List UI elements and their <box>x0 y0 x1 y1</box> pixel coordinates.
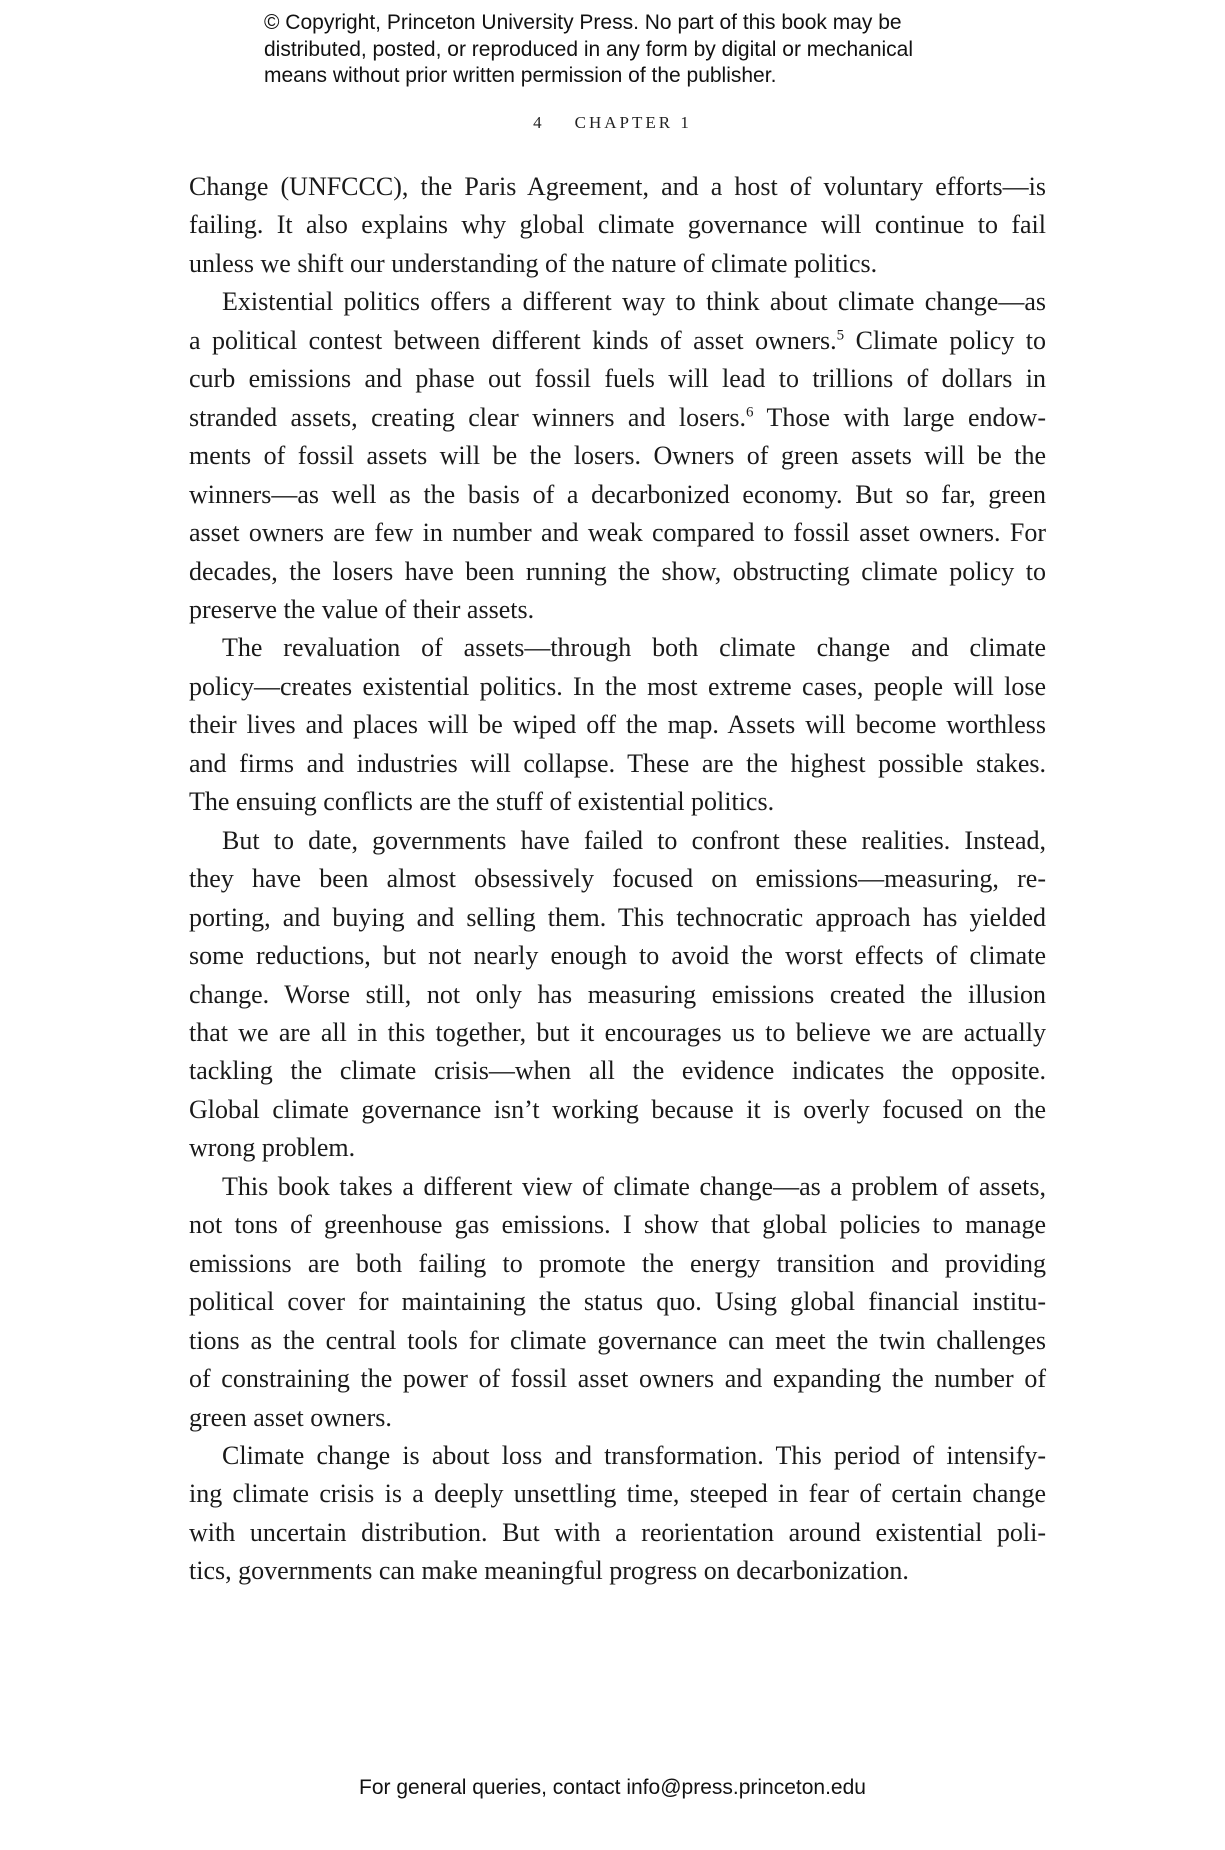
text-line: decades, the losers have been running the show, obstructing climate policy to <box>189 556 1046 586</box>
text-line: The ensuing conflicts are the stuff of existential politics. <box>189 787 775 817</box>
paragraph <box>189 629 1046 821</box>
text-line: green asset owners. <box>189 1402 392 1432</box>
text-line: failing. It also explains why global climate governance will continue to fail <box>189 210 1046 240</box>
paragraph <box>189 1168 1046 1437</box>
text-line: Existential politics offers a different way to think about climate change—as <box>222 287 1046 317</box>
copyright-notice <box>264 10 984 90</box>
text-line: preserve the value of their assets. <box>189 594 535 624</box>
text-line <box>189 322 1046 360</box>
page-number: 4 <box>533 113 545 132</box>
text-line: porting, and buying and selling them. This technocratic approach has yielded <box>189 902 1046 932</box>
text-line: ing climate crisis is a deeply unsettling time, steeped in fear of certain change <box>189 1479 1046 1509</box>
text-line: tions as the central tools for climate governance can meet the twin challenges <box>189 1325 1046 1355</box>
footer-contact: For general queries, contact info@press.princeton.edu <box>359 1776 866 1799</box>
paragraph <box>189 168 1046 283</box>
chapter-label: CHAPTER 1 <box>574 113 692 132</box>
copyright-line: means without prior written permission of the publisher. <box>264 64 777 87</box>
body-text <box>189 168 1046 1591</box>
text-line: Change (UNFCCC), the Paris Agreement, and a host of voluntary efforts—is <box>189 172 1046 201</box>
text-line: This book takes a different view of climate change—as a problem of assets, <box>222 1171 1046 1201</box>
paragraph <box>189 1437 1046 1591</box>
text-line <box>189 399 1046 437</box>
text-line: policy—creates existential politics. In the most extreme cases, people will lose <box>189 671 1046 701</box>
text-line: ments of fossil assets will be the losers. Owners of green assets will be the <box>189 441 1046 471</box>
text-line: political cover for maintaining the status quo. Using global financial institu- <box>189 1287 1046 1317</box>
text-line: curb emissions and phase out fossil fuels will lead to trillions of dollars in <box>189 364 1046 394</box>
text-line: asset owners are few in number and weak compared to fossil asset owners. For <box>189 518 1046 548</box>
text-line: they have been almost obsessively focused on emissions—measuring, re- <box>189 864 1046 894</box>
running-head <box>0 113 1225 133</box>
text-line: with uncertain distribution. But with a reorientation around existential poli- <box>189 1517 1046 1547</box>
text-line: Climate change is about loss and transformation. This period of intensify- <box>222 1440 1046 1470</box>
text-line: not tons of greenhouse gas emissions. I show that global policies to manage <box>189 1210 1046 1240</box>
text-fragment: stranded assets, creating clear winners and losers. <box>189 402 747 432</box>
text-line: But to date, governments have failed to confront these realities. Instead, <box>222 825 1046 855</box>
text-line: their lives and places will be wiped off the map. Assets will become worthless <box>189 710 1046 740</box>
text-line: and firms and industries will collapse. These are the highest possible stakes. <box>189 748 1046 778</box>
text-line: emissions are both failing to promote the energy transition and providing <box>189 1248 1046 1278</box>
text-line: that we are all in this together, but it encourages us to believe we are actually <box>189 1017 1046 1047</box>
text-line: Global climate governance isn’t working because it is overly focused on the <box>189 1094 1046 1124</box>
text-fragment: a political contest between different kinds of asset owners. <box>189 325 837 355</box>
copyright-line: © Copyright, Princeton University Press. No part of this book may be <box>264 11 902 34</box>
footnote-ref[interactable]: 6 <box>746 404 754 421</box>
text-line: some reductions, but not nearly enough to avoid the worst effects of climate <box>189 941 1046 971</box>
copyright-line: distributed, posted, or reproduced in any form by digital or mechanical <box>264 37 914 61</box>
text-fragment: Climate policy to <box>844 325 1047 355</box>
paragraph <box>189 822 1046 1168</box>
text-line: of constraining the power of fossil asset owners and expanding the number of <box>189 1364 1046 1394</box>
paragraph <box>189 283 1046 629</box>
text-line: tackling the climate crisis—when all the evidence indicates the opposite. <box>189 1056 1046 1086</box>
text-line: unless we shift our understanding of the nature of climate politics. <box>189 248 878 278</box>
text-line: wrong problem. <box>189 1133 356 1163</box>
text-fragment: Those with large endow- <box>753 402 1046 432</box>
text-line: The revaluation of assets—through both climate change and climate <box>222 633 1046 663</box>
text-line: tics, governments can make meaningful progress on decarbonization. <box>189 1556 909 1586</box>
text-line: winners—as well as the basis of a decarbonized economy. But so far, green <box>189 479 1046 509</box>
footnote-ref[interactable]: 5 <box>836 327 845 344</box>
text-line: change. Worse still, not only has measuring emissions created the illusion <box>189 979 1046 1009</box>
